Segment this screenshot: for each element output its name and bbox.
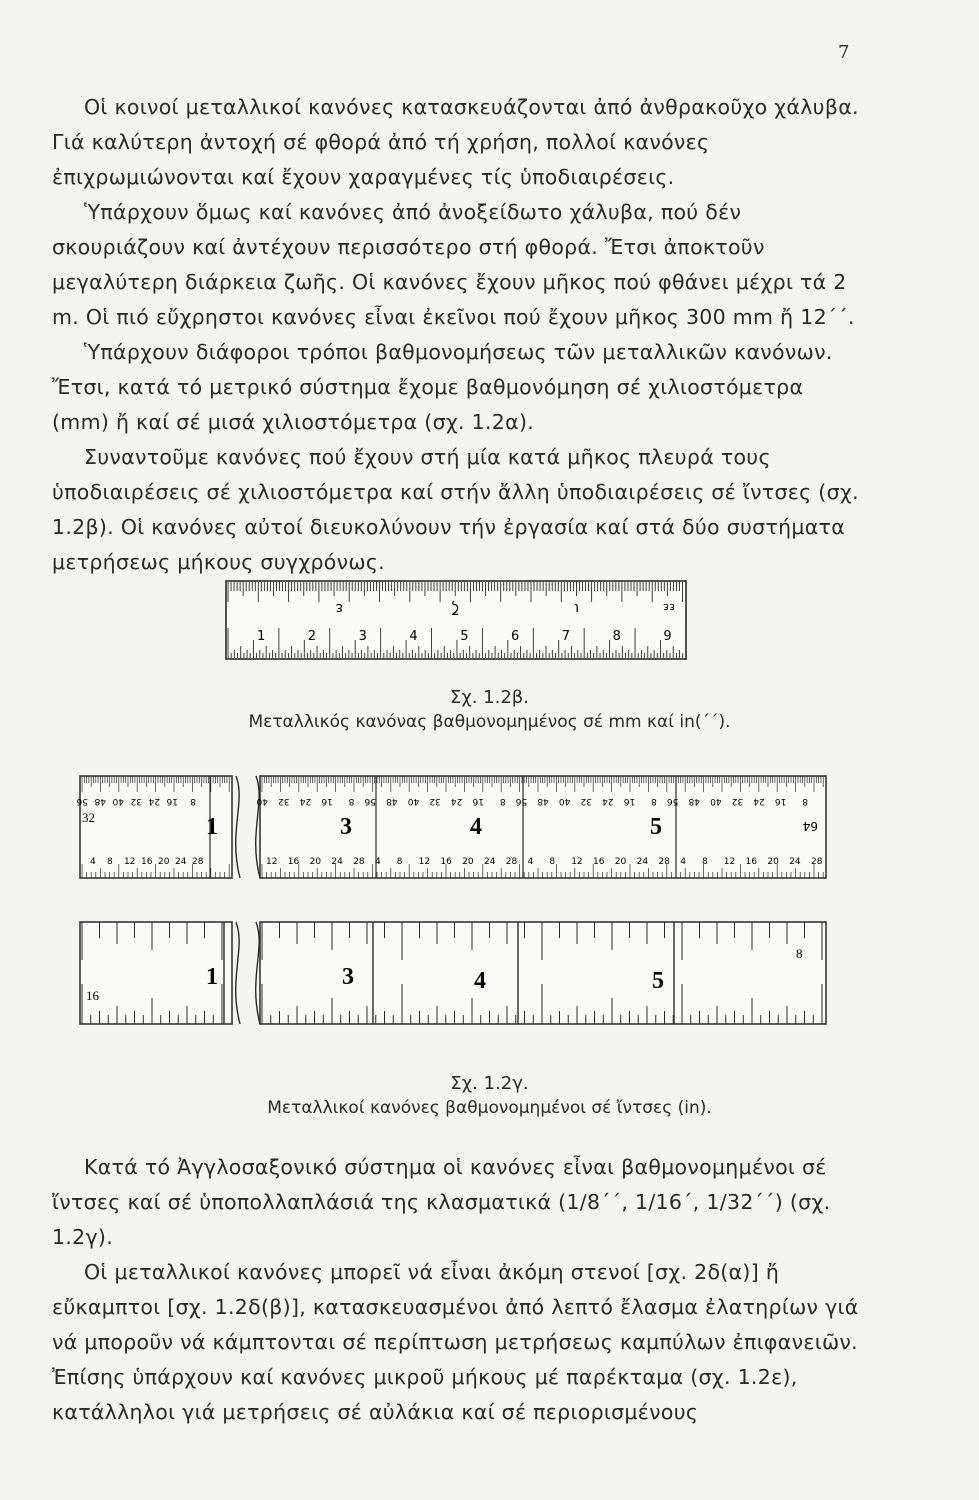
scale-label: 16 [287, 857, 300, 867]
scale-label: 8 [190, 796, 196, 806]
scale-label: 24 [148, 796, 160, 806]
scale-label: 32 [731, 796, 744, 806]
scale-label: 12 [266, 857, 278, 867]
scale-label: 16 [141, 857, 153, 867]
scale-label: 20 [309, 857, 322, 867]
scale-label: 24 [789, 857, 801, 867]
scale-label: 28 [353, 857, 365, 867]
scale-label: 8 [549, 857, 556, 867]
scale-label: 8 [796, 946, 803, 961]
scale-label: 4 [375, 857, 381, 867]
page-number: 7 [838, 42, 850, 63]
scale-label: 8 [802, 796, 808, 806]
top-text-block [52, 90, 862, 580]
scale-label: 40 [710, 796, 722, 806]
scale-label: 28 [505, 857, 518, 867]
scale-label: 16 [774, 796, 787, 806]
scale-label: 28 [192, 857, 204, 867]
scale-label: 4 [527, 857, 534, 867]
scale-label: 12 [571, 857, 583, 867]
paragraph: Ὑπάρχουν ὅμως καί κανόνες ἀπό ἀνοξείδωτο χάλυβα, πού δέν σκουριάζουν καί ἀντέχουν περισσότερο στή φθορά. Ἔτσι ἀποκτοῦν μεγαλύτερη διάρκεια ζωῆς. Οἱ κανόνες ἔχουν μῆκος πού φθάνει μέχρι τά 2 m. Οἱ πιό εὔχρηστοι κανόνες εἶναι ἐκεῖνοι πού ἔχουν μῆκος 300 mm ἤ 12΄΄. [52, 200, 855, 329]
scale-label: 40 [112, 796, 124, 806]
inch-numeral: 3 [342, 964, 354, 990]
scale-label: 6 [511, 629, 520, 644]
scale-label: 4 [90, 857, 96, 867]
scale-label: 32 [82, 810, 95, 825]
scale-label: 9 [663, 629, 672, 644]
scale-label: 40 [256, 796, 268, 806]
break-line [236, 776, 240, 878]
top-scale-label: ζ [451, 600, 459, 616]
inch-numeral: 5 [652, 968, 664, 994]
figure-c-caption-text: Μεταλλικοί κανόνες βαθμονομημένοι σέ ἴντσες (in). [267, 1098, 712, 1118]
paragraph: Κατά τό Ἀγγλοσαξονικό σύστημα οἱ κανόνες εἶναι βαθμονομημένοι σέ ἴντσες καί σέ ὑποπολλαπλάσιά της κλασματικά (1/8΄΄, 1/16΄, 1/32΄΄) (σχ. 1.2γ). [52, 1155, 831, 1249]
inch-ruler-coarse-figure [78, 918, 830, 1028]
scale-label: 8 [348, 796, 355, 806]
scale-label: 20 [767, 857, 779, 867]
scale-label: 12 [418, 857, 431, 867]
break-line [236, 922, 240, 1024]
scale-label: 16 [321, 796, 333, 806]
scale-label: 7 [561, 629, 571, 644]
scale-label: 24 [175, 857, 187, 867]
inch-numeral: 4 [470, 814, 482, 840]
scale-label: 3 [358, 629, 367, 644]
scale-label: 28 [811, 857, 823, 867]
scale-label: 24 [450, 796, 463, 806]
scale-label: 16 [166, 796, 178, 806]
figure-b-caption [0, 686, 979, 734]
scale-label: 8 [396, 857, 403, 867]
scale-label: 8 [107, 857, 113, 867]
scale-label: 32 [429, 796, 441, 806]
scale-label: 24 [753, 796, 765, 806]
paragraph: Ὑπάρχουν διάφοροι τρόποι βαθμονομήσεως τῶν μεταλλικῶν κανόνων. Ἔτσι, κατά τό μετρικό σύστημα ἔχομε βαθμονόμηση σέ χιλιοστόμετρα (mm) ἤ καί σέ μισά χιλιοστόμετρα (σχ. 1.2α). [52, 340, 833, 434]
scale-label: 4 [409, 629, 418, 644]
inch-numeral: 4 [474, 968, 486, 994]
scale-label: 8 [651, 796, 657, 806]
scale-label: 24 [602, 796, 614, 806]
scale-label: 24 [331, 857, 343, 867]
scale-label: 5 [460, 629, 469, 644]
scale-label: 20 [462, 857, 474, 867]
paragraph: Οἱ κοινοί μεταλλικοί κανόνες κατασκευάζονται ἀπό ἀνθρακοῦχο χάλυβα. Γιά καλύτερη ἀντοχή σέ φθορά ἀπό τή χρήση, πολλοί κανόνες ἐπιχρωμιώνονται καί ἔχουν χαραγμένες τίς ὑποδιαιρέσεις. [52, 95, 859, 189]
inch-ruler-fine-figure [78, 772, 830, 884]
figure-b-number: Σχ. 1.2β. [449, 687, 530, 708]
scale-label: 56 [364, 796, 376, 806]
paragraph: Συναντοῦμε κανόνες πού ἔχουν στή μία κατά μῆκος πλευρά τους ὑποδιαιρέσεις σέ χιλιοστόμετρα καί στήν ἄλλη ὑποδιαιρέσεις σέ ἴντσες (σχ. 1.2β). Οἱ κανόνες αὐτοί διευκολύνουν τήν ἐργασία καί στά δύο συστήματα μετρήσεως μήκους συγχρόνως. [52, 445, 859, 574]
scale-label: 64 [802, 819, 818, 833]
scale-label: 40 [558, 796, 571, 806]
top-scale-label: ι [574, 600, 579, 616]
scale-label: 28 [658, 857, 670, 867]
paragraph: Οἱ μεταλλικοί κανόνες μπορεῖ νά εἶναι ἀκόμη στενοί [σχ. 2δ(α)] ἤ εὔκαμπτοι [σχ. 1.2δ(β)], κατασκευασμένοι ἀπό λεπτό ἔλασμα ἐλατηρίων γιά νά μποροῦν νά κάμπτονται σέ περίπτωση μετρήσεως καμπύλων ἐπιφανειῶν. Ἐπίσης ὑπάρχουν καί κανόνες μικροῦ μήκους μέ παρέκταμα (σχ. 1.2ε), κατάλληλοι γιά μετρήσεις σέ αὐλάκια καί σέ περιορισμένους [52, 1260, 859, 1424]
scale-label: 48 [537, 796, 549, 806]
figure-c-caption [0, 1072, 979, 1120]
scale-label: 32 [278, 796, 290, 806]
scale-label: 8 [612, 629, 621, 644]
scale-label: 8 [702, 857, 708, 867]
figure-b-caption-text: Μεταλλικός κανόνας βαθμονομημένος σέ mm καί in(΄΄). [248, 712, 731, 732]
ruler-body [226, 581, 686, 659]
inch-numeral: 5 [650, 814, 662, 840]
inch-numeral: 3 [340, 814, 352, 840]
bottom-text-block [52, 1150, 862, 1430]
scale-label: 16 [86, 988, 99, 1003]
scale-label: 16 [593, 857, 605, 867]
scale-label: 8 [499, 796, 506, 806]
figure-c-number: Σχ. 1.2γ. [450, 1073, 529, 1094]
scale-label: 20 [614, 857, 627, 867]
mm-inch-ruler-figure [225, 580, 687, 662]
scale-label: 1 [257, 629, 266, 644]
scale-label: 4 [680, 857, 686, 867]
inch-numeral: 1 [206, 964, 218, 990]
scale-label: 24 [299, 796, 312, 806]
top-scale-label: εε [663, 601, 675, 614]
scale-label: 32 [580, 796, 592, 806]
scale-label: 48 [688, 796, 700, 806]
scale-label: 2 [307, 629, 317, 644]
scale-label: 24 [636, 857, 649, 867]
scale-label: 16 [623, 796, 636, 806]
inch-numeral: 1 [206, 814, 218, 840]
scale-label: 56 [515, 796, 528, 806]
scale-label: 48 [94, 796, 106, 806]
scale-label: 12 [124, 857, 136, 867]
scale-label: 20 [158, 857, 170, 867]
top-scale-label: ε [335, 600, 343, 616]
scale-label: 16 [472, 796, 484, 806]
scale-label: 24 [484, 857, 496, 867]
scale-label: 16 [745, 857, 758, 867]
scale-label: 32 [130, 796, 142, 806]
scale-label: 56 [666, 796, 679, 806]
scale-label: 40 [407, 796, 420, 806]
scale-label: 56 [76, 796, 88, 806]
scale-label: 12 [723, 857, 736, 867]
scale-label: 16 [440, 857, 452, 867]
scale-label: 48 [386, 796, 398, 806]
